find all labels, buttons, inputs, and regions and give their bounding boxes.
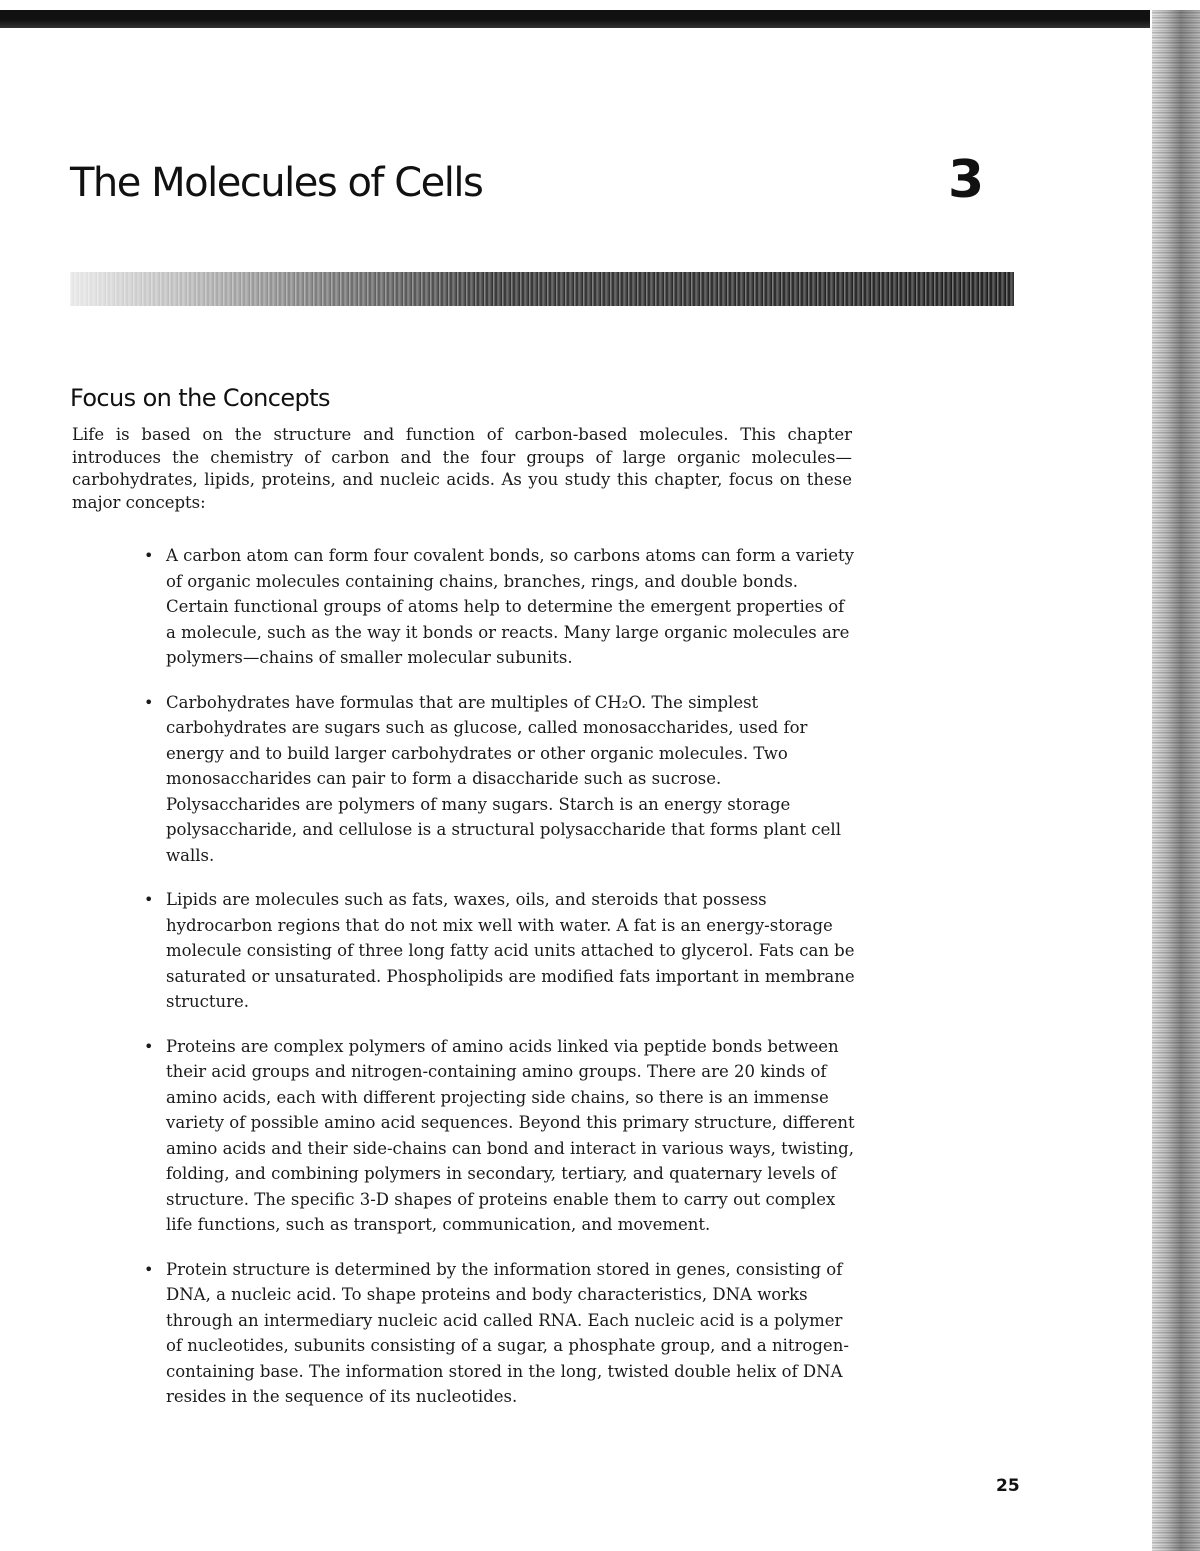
concept-item: [144, 543, 856, 671]
concept-text: Protein structure is determined by the information stored in genes, consisting of DNA, a nucleic acid. To shape proteins and body characteristics, DNA works through an intermediary nucleic acid called RNA. Each nucleic acid is a polymer of nucleotides, subunits consisting of a sugar, a phosphate group, and a nitrogen-containing base. The information stored in the long, twisted double helix of DNA resides in the sequence of its nucleotides.: [166, 1259, 849, 1406]
concept-text: Lipids are molecules such as fats, waxes, oils, and steroids that possess hydrocarbon regions that do not mix well with water. A fat is an energy-storage molecule consisting of three long fatty acid units attached to glycerol. Fats can be saturated or unsaturated. Phospholipids are modified fats important in membrane structure.: [166, 890, 855, 1011]
intro-paragraph: Life is based on the structure and function of carbon-based molecules. This chapter introduces the chemistry of carbon and the four groups of large organic molecules—carbohydrates, lipids, proteins, and nucleic acids. As you study this chapter, focus on these major concepts:: [72, 425, 852, 512]
decorative-title-band: [70, 272, 1014, 306]
bullet-icon: •: [144, 692, 154, 712]
concept-list: [144, 543, 856, 1429]
bullet-icon: •: [144, 546, 154, 565]
concept-text: Proteins are complex polymers of amino acids linked via peptide bonds between their acid groups and nitrogen-containing amino groups. There are 20 kinds of amino acids, each with different projecting side chains, so there is an immense variety of possible amino acid sequences. Beyond this primary structure, different amino acids and their side-chains can bond and interact in various ways, twisting, folding, and combining polymers in secondary, tertiary, and quaternary levels of structure. The specific 3-D shapes of proteins enable them to carry out complex life functions, such as transport, communication, and movement.: [166, 1036, 855, 1234]
concept-item: [144, 1034, 856, 1238]
bullet-icon: •: [144, 1259, 154, 1279]
page-gutter-edge: [1152, 10, 1200, 1551]
page-number: 25: [996, 1476, 1020, 1496]
concept-item: [144, 690, 856, 869]
concept-text: A carbon atom can form four covalent bonds, so carbons atoms can form a variety of organic molecules containing chains, branches, rings, and double bonds. Certain functional groups of atoms help to determine the emergent properties of a molecule, such as the way it bonds or reacts. Many large organic molecules are polymers—chains of smaller molecular subunits.: [166, 546, 854, 667]
section-heading: Focus on the Concepts: [70, 384, 330, 412]
concept-item: [144, 887, 856, 1015]
chapter-number: 3: [948, 150, 985, 210]
bullet-icon: •: [144, 890, 154, 909]
concept-text: Carbohydrates have formulas that are multiples of CH₂O. The simplest carbohydrates are sugars such as glucose, called monosaccharides, used for energy and to build larger carbohydrates or other organic molecules. Two monosaccharides can pair to form a disaccharide such as sucrose. Polysaccharides are polymers of many sugars. Starch is an energy storage polysaccharide, and cellulose is a structural polysaccharide that forms plant cell walls.: [166, 692, 841, 865]
top-rule: [0, 10, 1150, 28]
concept-item: [144, 1257, 856, 1410]
chapter-title: The Molecules of Cells: [70, 160, 483, 206]
bullet-icon: •: [144, 1036, 154, 1056]
